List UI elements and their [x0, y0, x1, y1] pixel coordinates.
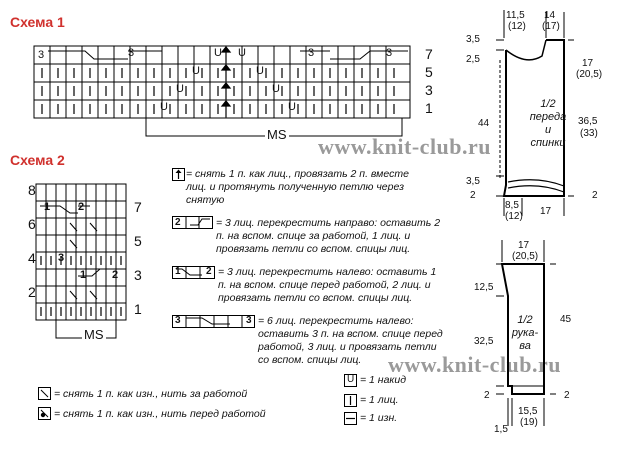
scheme2-row-7: 7: [134, 199, 142, 215]
body-r-top: 17: [582, 58, 594, 69]
body-width-top: 11,5: [506, 10, 525, 21]
scheme2-row-6: 6: [28, 216, 36, 232]
scheme1-row-7: 7: [425, 46, 433, 62]
scheme2-cross-num: 3: [58, 252, 65, 264]
scheme1-grid: [30, 44, 425, 144]
cross6-symbol-icon: [172, 315, 256, 329]
scheme1-yo-symbol: U: [288, 101, 296, 113]
legend-cross6-text: = 6 лиц. перекрестить налево: оставить 3 п. на вспом. спице перед работой, 3 лиц. и провязать петли со вспом. спицы лиц.: [258, 315, 443, 366]
scheme1-yo-symbol: U: [160, 101, 168, 113]
body-width-top2-alt: (17): [542, 21, 560, 32]
legend-slip-front-text: = снять 1 п. как изн., нить перед работой: [54, 408, 266, 420]
scheme1-row-5: 5: [425, 64, 433, 80]
scheme1-yo-symbol: U: [256, 65, 264, 77]
purl-symbol-icon: [344, 412, 358, 426]
scheme1-cable-num: 3: [128, 47, 135, 59]
scheme1-ms-label: MS: [267, 127, 287, 142]
body-w-bot-alt: (12): [505, 211, 523, 222]
sleeve-label: 1/2 рука- ва: [511, 314, 539, 352]
slip-back-symbol-icon: [38, 387, 52, 401]
scheme1-yo-symbol: U: [176, 83, 184, 95]
body-label: 1/2 переда и спинки: [529, 98, 567, 149]
body-w-bot: 8,5: [505, 200, 519, 211]
sleeve-l-mid: 32,5: [474, 336, 494, 347]
legend-purl-text: = 1 изн.: [360, 412, 398, 424]
body-width-top2: 14: [544, 10, 556, 21]
slip-front-symbol-icon: [38, 407, 52, 421]
body-width-top-alt: (12): [508, 21, 526, 32]
cross6-num: 3: [246, 315, 252, 326]
yo-symbol-letter: U: [347, 374, 355, 385]
body-w-bot2: 17: [540, 206, 552, 217]
sleeve-l-top: 12,5: [474, 282, 494, 293]
legend-cross-left-text: = 3 лиц. перекрестить налево: оставить 1 п. на вспом. спице перед работой, 2 лиц. и провязать петли со вспом. спицы лиц.: [218, 266, 437, 304]
scheme2-title: Схема 2: [10, 152, 65, 168]
body-l1: 3,5: [466, 34, 480, 45]
scheme1-row-1: 1: [425, 100, 433, 116]
arrow-symbol-icon: [172, 168, 186, 182]
scheme1-yo-symbol: U: [238, 47, 246, 59]
scheme1-row-3: 3: [425, 82, 433, 98]
scheme2-cross-num: 1: [80, 269, 87, 281]
scheme2-row-4: 4: [28, 250, 36, 266]
watermark: www.knit-club.ru: [318, 134, 492, 159]
legend-yo-text: = 1 накид: [360, 374, 407, 386]
body-l-bot2: 2: [470, 190, 476, 201]
cross6-num: 3: [175, 315, 181, 326]
scheme2-row-2: 2: [28, 284, 36, 300]
legend-knit-text: = 1 лиц.: [360, 394, 399, 406]
scheme1-yo-symbol: U: [272, 83, 280, 95]
cross-left-num: 2: [206, 266, 212, 277]
scheme2-row-3: 3: [134, 267, 142, 283]
watermark: www.knit-club.ru: [388, 352, 562, 377]
sleeve-r-total: 45: [560, 314, 572, 325]
scheme1-yo-symbol: U: [192, 65, 200, 77]
legend-slip-back-text: = снять 1 п. как изн., нить за работой: [54, 388, 248, 400]
sleeve-r-bot: 2: [564, 390, 570, 401]
sleeve-w-top: 17: [518, 240, 530, 251]
body-l-bot1: 3,5: [466, 176, 480, 187]
scheme2-ms-label: MS: [84, 327, 104, 342]
scheme2-row-5: 5: [134, 233, 142, 249]
sleeve-w-small: 1,5: [494, 424, 508, 435]
sleeve-l-bot: 2: [484, 390, 490, 401]
cross-left-num: 1: [175, 266, 181, 277]
scheme2-cross-num: 2: [78, 201, 85, 213]
sleeve-w-bot-alt: (19): [520, 417, 538, 428]
scheme1-cable-num: 3: [386, 47, 393, 59]
knit-symbol-icon: [344, 394, 358, 408]
legend-arrow-text: = снять 1 п. как лиц., провязать 2 п. вместе лиц. и протянуть полученную петлю через снятую: [186, 168, 409, 206]
scheme1-yo-symbol: U: [214, 47, 222, 59]
scheme2-row-1: 1: [134, 301, 142, 317]
body-r-top-alt: (20,5): [576, 69, 603, 80]
scheme1-title: Схема 1: [10, 14, 65, 30]
legend-cross-right-text: = 3 лиц. перекрестить направо: оставить 2 п. на вспом. спице за работой, 1 лиц. и провязать петли со вспом. спицы лиц.: [216, 217, 441, 255]
sleeve-w-top-alt: (20,5): [512, 251, 539, 262]
sleeve-w-bot: 15,5: [518, 406, 538, 417]
scheme1-cable-num: 3: [308, 47, 315, 59]
scheme2-cross-num: 1: [44, 201, 51, 213]
scheme2-cross-num: 2: [112, 269, 119, 281]
cross-right-num: 2: [175, 217, 181, 228]
scheme2-row-8: 8: [28, 182, 36, 198]
body-r-mid: 36,5: [578, 116, 598, 127]
body-r-mid-alt: (33): [580, 128, 598, 139]
body-l2: 2,5: [466, 54, 480, 65]
body-length-total: 44: [478, 118, 490, 129]
body-r-bot: 2: [592, 190, 598, 201]
scheme1-cable-num: 3: [38, 49, 45, 61]
